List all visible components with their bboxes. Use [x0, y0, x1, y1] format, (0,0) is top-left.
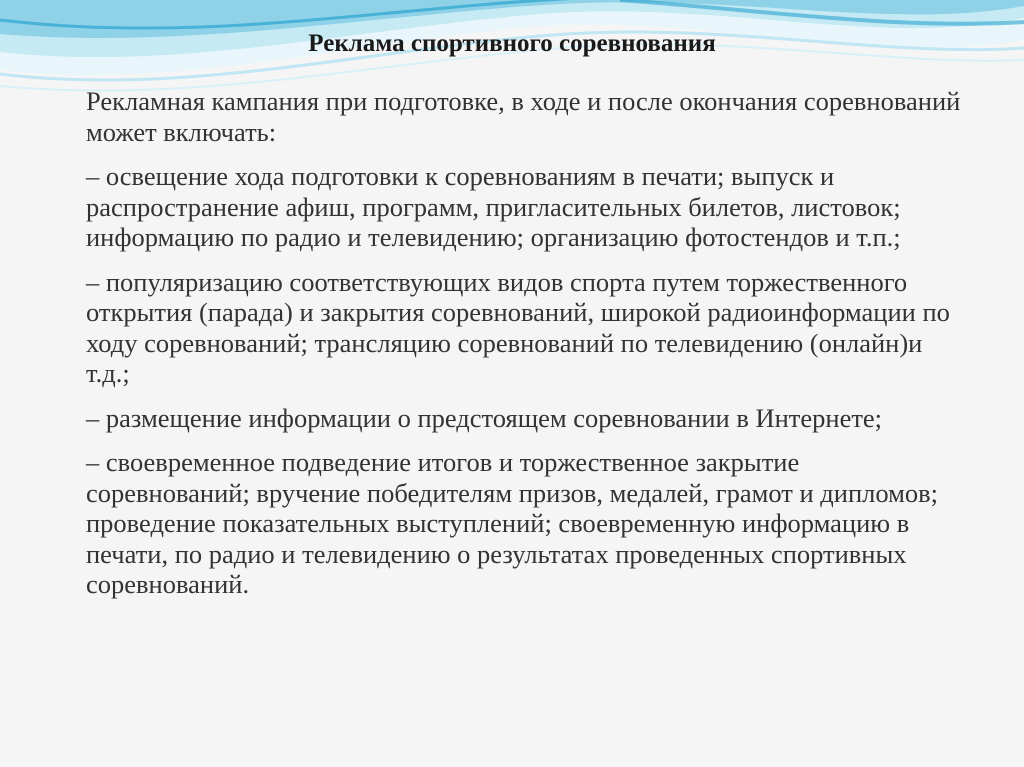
paragraph-intro: Рекламная кампания при подготовке, в ходе и после окончания соревнований может включать: [86, 86, 961, 147]
paragraph-print-coverage: – освещение хода подготовки к соревнованиям в печати; выпуск и распространение афиш, программ, пригласительных билетов, листовок; информацию по радио и телевидению; организацию фотостендов и т.п.; [86, 161, 901, 252]
slide-title: Реклама спортивного соревнования [308, 30, 716, 57]
paragraph-popularization: – популяризацию соответствующих видов спорта путем торжественного открытия (парада) и закрытия соревнований, широкой радиоинформации по ходу соревнований; трансляцию соревнований по телевидению (онлайн)и т.д.; [86, 266, 950, 388]
paragraph-summary: – своевременное подведение итогов и торжественное закрытие соревнований; вручение победителям призов, медалей, грамот и дипломов; проведение показательных выступлений; своевременную информацию в печати, по радио и телевидению о результатах проведенных спортивных соревнований. [86, 447, 939, 599]
slide-body [86, 86, 966, 600]
paragraph-internet: – размещение информации о предстоящем соревновании в Интернете; [86, 402, 883, 433]
